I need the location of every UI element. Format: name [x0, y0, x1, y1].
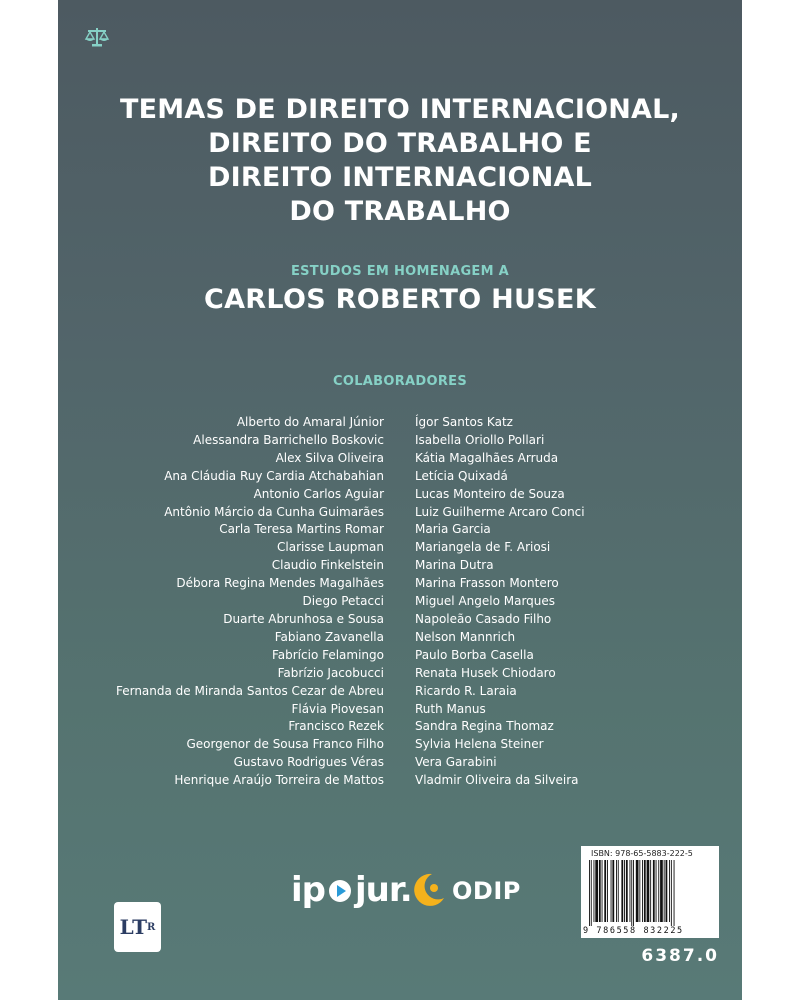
collaborator-name: Vera Garabini	[415, 755, 497, 770]
collaborator-name: Clarisse Laupman	[277, 540, 384, 555]
barcode-bar	[618, 860, 619, 922]
ipojur-logo-text-left: ip	[291, 870, 325, 910]
barcode-bar	[602, 860, 603, 922]
collaborator-name: Débora Regina Mendes Magalhães	[176, 576, 384, 591]
collaborator-name: Antônio Márcio da Cunha Guimarães	[164, 504, 384, 519]
barcode-bar	[591, 860, 592, 926]
collaborator-name: Maria Garcia	[415, 522, 491, 537]
collaborator-name: Ígor Santos Katz	[415, 415, 513, 429]
collaborator-name: Gustavo Rodrigues Véras	[233, 755, 384, 770]
barcode-bar	[621, 860, 623, 922]
barcode-bar	[594, 860, 595, 922]
collaborator-name: Vladmir Oliveira da Silveira	[415, 773, 579, 788]
barcode-bar	[666, 860, 668, 922]
odip-logo-text: ODIP	[452, 877, 521, 905]
barcode-bar	[674, 860, 675, 926]
collaborators-heading: COLABORADORES	[333, 374, 467, 389]
collaborator-name: Sandra Regina Thomaz	[415, 719, 554, 734]
collaborator-name: Kátia Magalhães Arruda	[415, 450, 559, 465]
barcode-bar	[664, 860, 665, 922]
barcode-bar	[607, 860, 608, 922]
collaborator-name: Renata Husek Chiodaro	[415, 665, 556, 680]
barcode-bar	[639, 860, 640, 922]
barcode-bar	[599, 860, 601, 922]
collaborator-name: Sylvia Helena Steiner	[415, 737, 544, 752]
product-code: 6387.0	[641, 946, 719, 966]
isbn-barcode	[581, 846, 719, 938]
book-title	[58, 93, 742, 229]
title-line: TEMAS DE DIREITO INTERNACIONAL,	[120, 94, 680, 125]
barcode-bar	[669, 860, 670, 922]
collaborator-name: Mariangela de F. Ariosi	[415, 540, 551, 555]
collaborator-name: Fabrízio Jacobucci	[277, 665, 384, 680]
barcode-bar	[616, 860, 617, 922]
collaborator-name: Claudio Finkelstein	[271, 558, 384, 573]
collaborator-name: Alex Silva Oliveira	[275, 450, 384, 465]
collaborator-name: Fabrício Felamingo	[271, 647, 384, 662]
collaborator-name: Lucas Monteiro de Souza	[415, 486, 565, 501]
title-line: DO TRABALHO	[289, 196, 511, 227]
odip-crescent-icon	[414, 872, 446, 908]
barcode-bar	[636, 860, 639, 922]
barcode-bar	[604, 860, 606, 922]
back-cover	[58, 0, 742, 1000]
barcode-bar	[644, 860, 646, 922]
barcode-bar	[658, 860, 659, 922]
isbn-label: ISBN: 978-65-5883-222-5	[591, 849, 693, 858]
barcode-bars	[587, 860, 713, 926]
collaborator-name: Nelson Mannrich	[415, 629, 516, 644]
ipojur-play-icon	[326, 877, 354, 905]
collaborator-name: Paulo Borba Casella	[415, 647, 534, 662]
collaborators-right-column	[415, 414, 585, 790]
collaborator-name: Isabella Oriollo Pollari	[415, 432, 545, 447]
ltr-logo	[114, 902, 161, 952]
barcode-bar	[650, 860, 651, 922]
ipojur-logo	[291, 870, 412, 910]
homage-label: ESTUDOS EM HOMENAGEM A	[290, 264, 510, 279]
collaborators-left-column	[116, 414, 384, 790]
collaborator-name: Miguel Angelo Marques	[415, 594, 556, 609]
collaborator-name: Henrique Araújo Torreira de Mattos	[174, 773, 384, 788]
collaborator-name: Duarte Abrunhosa e Sousa	[223, 611, 384, 626]
ipojur-logo-text-right: jur.	[355, 870, 412, 910]
barcode-bar	[656, 860, 657, 922]
barcode-bar	[630, 860, 631, 922]
collaborator-name: Ruth Manus	[415, 701, 486, 716]
collaborator-name: Ana Cláudia Ruy Cardia Atchabahian	[164, 468, 384, 483]
collaborator-name: Marina Dutra	[415, 558, 494, 573]
barcode-bar	[595, 860, 598, 922]
barcode-bar	[589, 860, 590, 926]
collaborator-name: Carla Teresa Martins Romar	[219, 522, 384, 537]
barcode-bar	[624, 860, 625, 922]
barcode-bar	[642, 860, 643, 922]
ltr-logo-text: LT	[119, 915, 147, 939]
collaborator-name: Letícia Quixadá	[415, 468, 508, 483]
collaborator-name: Alessandra Barrichello Boskovic	[193, 432, 384, 447]
scale-of-justice-icon	[84, 26, 110, 48]
barcode-bar	[612, 860, 614, 922]
collaborator-name: Antonio Carlos Aguiar	[253, 486, 384, 501]
collaborator-name: Fabiano Zavanella	[274, 629, 384, 644]
barcode-bar	[671, 860, 672, 926]
honoree-name: CARLOS ROBERTO HUSEK	[204, 284, 596, 315]
collaborator-name: Alberto do Amaral Júnior	[236, 415, 384, 429]
ltr-logo-sub: R	[147, 921, 156, 933]
barcode-bar	[660, 860, 663, 922]
barcode-digits: 9 786558 832225	[583, 926, 684, 936]
barcode-bar	[631, 860, 632, 926]
title-line: DIREITO INTERNACIONAL	[207, 162, 592, 193]
barcode-bar	[611, 860, 612, 922]
barcode-bar	[633, 860, 634, 926]
barcode-bar	[653, 860, 655, 922]
collaborator-name: Luiz Guilherme Arcaro Conci	[415, 504, 585, 519]
collaborator-name: Ricardo R. Laraia	[415, 683, 517, 698]
title-line: DIREITO DO TRABALHO E	[208, 128, 592, 159]
barcode-bar	[647, 860, 650, 922]
collaborator-name: Flávia Piovesan	[291, 701, 384, 716]
collaborator-name: Napoleão Casado Filho	[415, 611, 552, 626]
barcode-bar	[626, 860, 628, 922]
collaborator-name: Marina Frasson Montero	[415, 576, 559, 591]
collaborator-name: Francisco Rezek	[288, 719, 384, 734]
collaborator-name: Georgenor de Sousa Franco Filho	[186, 737, 384, 752]
collaborator-name: Diego Petacci	[302, 594, 384, 609]
collaborator-name: Fernanda de Miranda Santos Cezar de Abreu	[115, 683, 384, 698]
